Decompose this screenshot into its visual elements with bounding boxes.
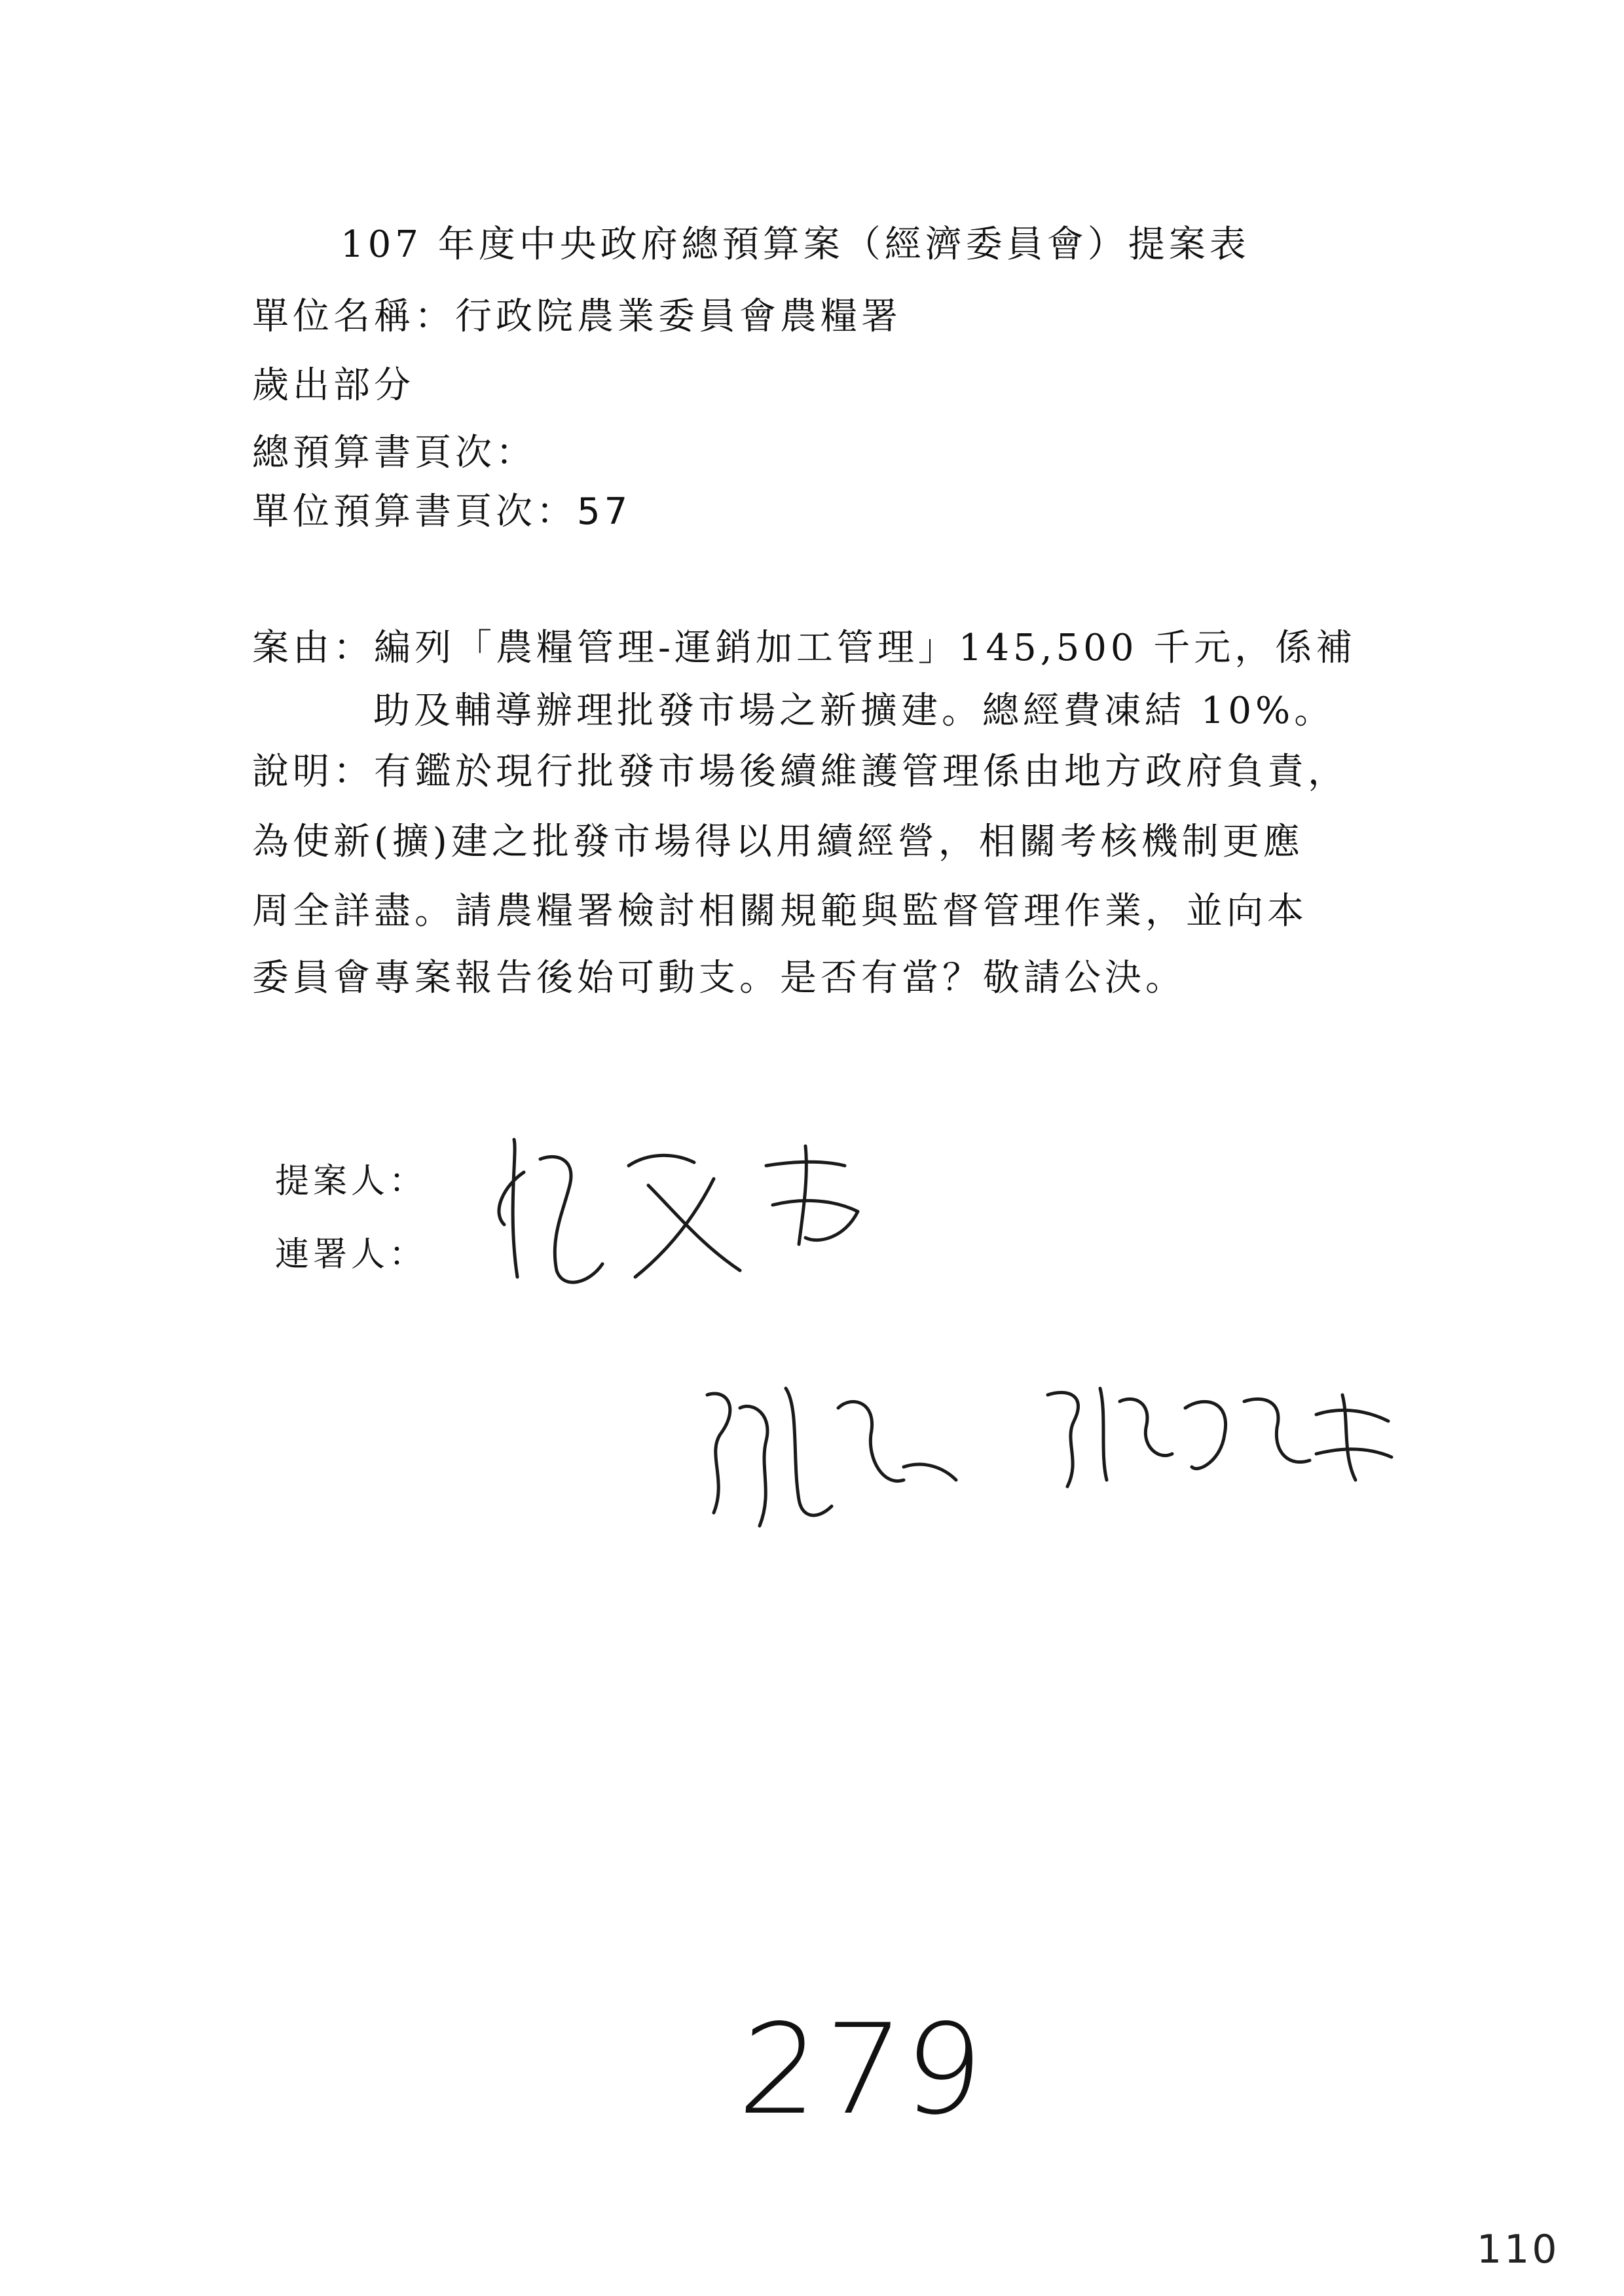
explanation-line-4: 委員會專案報告後始可動支。是否有當？敬請公決。: [252, 957, 1186, 999]
unit-budget-page-label: 單位預算書頁次：: [252, 491, 577, 533]
reason-line-2: 助及輔導辦理批發市場之新擴建。總經費凍結 10%。: [373, 690, 1335, 732]
explanation-line-3: 周全詳盡。請農糧署檢討相關規範與監督管理作業，並向本: [252, 890, 1308, 933]
handwritten-page-number: 279: [735, 1997, 991, 2142]
total-budget-page: 總預算書頁次：: [252, 432, 536, 474]
document-title: 107 年度中央政府總預算案（經濟委員會）提案表: [341, 223, 1250, 266]
proposer-label: 提案人：: [275, 1162, 428, 1201]
corner-page-number: 110: [1477, 2227, 1560, 2272]
unit-budget-page: [252, 489, 631, 536]
unit-budget-page-value: 57: [577, 491, 632, 533]
explanation-line-2: 為使新(擴)建之批發市場得以用續經營，相關考核機制更應: [252, 821, 1304, 863]
cosigner-label: 連署人：: [275, 1235, 428, 1274]
cosigner-signature-2: [1035, 1362, 1401, 1506]
cosigner-signature-1: [688, 1369, 982, 1539]
proposer-signature: [478, 1113, 936, 1310]
section-label: 歲出部分: [252, 364, 415, 407]
explanation-line-1: 說明：有鑑於現行批發市場後續維護管理係由地方政府負責，: [252, 750, 1348, 793]
unit-name: 單位名稱：行政院農業委員會農糧署: [252, 295, 902, 338]
reason-line-1: 案由：編列「農糧管理-運銷加工管理」145,500 千元，係補: [252, 627, 1357, 669]
